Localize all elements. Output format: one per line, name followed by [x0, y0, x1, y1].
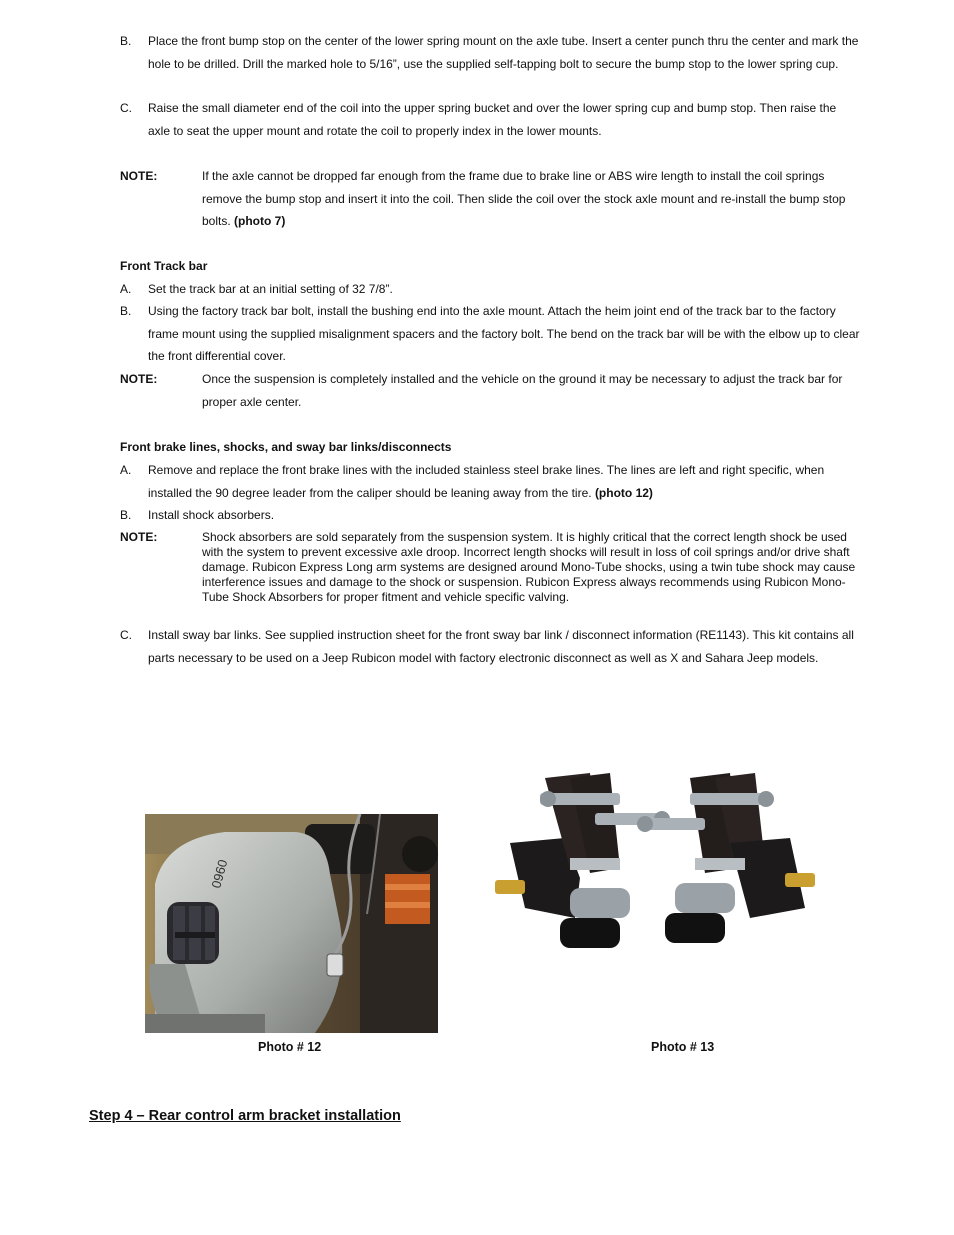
item-text: Using the factory track bar bolt, install the bushing end into the axle mount. Attach the heim joint end of the track bar to the factory frame mount using the supplied misalignment spacers and the factory bolt. The bend on the track bar will be with the elbow up to clear the front differential cover. [148, 304, 860, 364]
note [120, 165, 860, 233]
photo-caption: Photo # 12 [258, 1040, 322, 1054]
item-text: Install shock absorbers. [148, 508, 275, 522]
section-heading: Front Track bar [120, 259, 208, 273]
note-label: NOTE: [120, 169, 158, 183]
item-label: B. [120, 34, 132, 48]
list-item [120, 278, 860, 301]
photo-brake-caliper [145, 814, 438, 1033]
item-label: A. [120, 463, 132, 477]
item-text: Raise the small diameter end of the coil into the upper spring bucket and over the lower spring cup and bump stop. Then raise the axle to seat the upper mount and rotate the coil to properly index in the lower mounts. [148, 101, 837, 138]
photo-reference: (photo 12) [594, 485, 653, 500]
item-text: Install sway bar links. See supplied instruction sheet for the front sway bar link / disconnect information (RE1143). This kit contains all parts necessary to be used on a Jeep Rubicon model with factory electronic disconnect as well as X and Sahara Jeep models. [148, 628, 854, 665]
note-text: Once the suspension is completely installed and the vehicle on the ground it may be necessary to adjust the track bar for proper axle center. [202, 372, 843, 409]
list-item [120, 624, 860, 669]
list-item [120, 504, 860, 527]
item-label: C. [120, 101, 132, 115]
caliper-marking: 0960 [208, 857, 231, 890]
item-label: B. [120, 508, 132, 522]
list-item [120, 300, 860, 368]
item-text: Set the track bar at an initial setting of 32 7/8”. [148, 282, 393, 296]
note [120, 530, 860, 605]
list-item [120, 459, 860, 504]
photo-caption: Photo # 13 [651, 1040, 715, 1054]
list-item [120, 97, 860, 142]
item-text [148, 459, 860, 504]
photo-reference: (photo 7) [234, 214, 286, 229]
photo-rear-brackets [490, 768, 820, 958]
note [120, 368, 860, 413]
item-label: A. [120, 282, 132, 296]
item-label: C. [120, 628, 132, 642]
note-label: NOTE: [120, 530, 158, 544]
section-heading: Front brake lines, shocks, and sway bar links/disconnects [120, 440, 452, 454]
note-body: If the axle cannot be dropped far enough from the frame due to brake line or ABS wire length to install the coil springs remove the bump stop and insert it into the coil. Then slide the coil over the stock axle mount and re-install the bump stop bolts. [202, 169, 846, 229]
item-body: Remove and replace the front brake lines with the included stainless steel brake lines. The lines are left and right specific, when installed the 90 degree leader from the caliper should be leaning away from the tire. [148, 463, 825, 500]
note-text [202, 165, 860, 233]
step-heading: Step 4 – Rear control arm bracket installation [89, 1108, 401, 1124]
item-text: Place the front bump stop on the center of the lower spring mount on the axle tube. Insert a center punch thru the center and mark the hole to be drilled. Drill the marked hole to 5/16”, use the supplied self-tapping bolt to secure the bump stop to the lower spring cup. [148, 34, 859, 71]
note-text: Shock absorbers are sold separately from the suspension system. It is highly critical that the correct length shock be used with the system to prevent excessive axle droop. Incorrect length shocks will result in loss of coil springs and/or drive shaft damage. Rubicon Express Long arm systems are designed around Mono-Tube shocks, using a twin tube shock may cause interference issues and damage to the shock or suspension. Rubicon Express always recommends using Rubicon Mono-Tube Shock Absorbers for proper fitment and vehicle specific valving. [202, 530, 856, 604]
list-item [120, 30, 860, 75]
item-label: B. [120, 304, 132, 318]
note-label: NOTE: [120, 372, 158, 386]
